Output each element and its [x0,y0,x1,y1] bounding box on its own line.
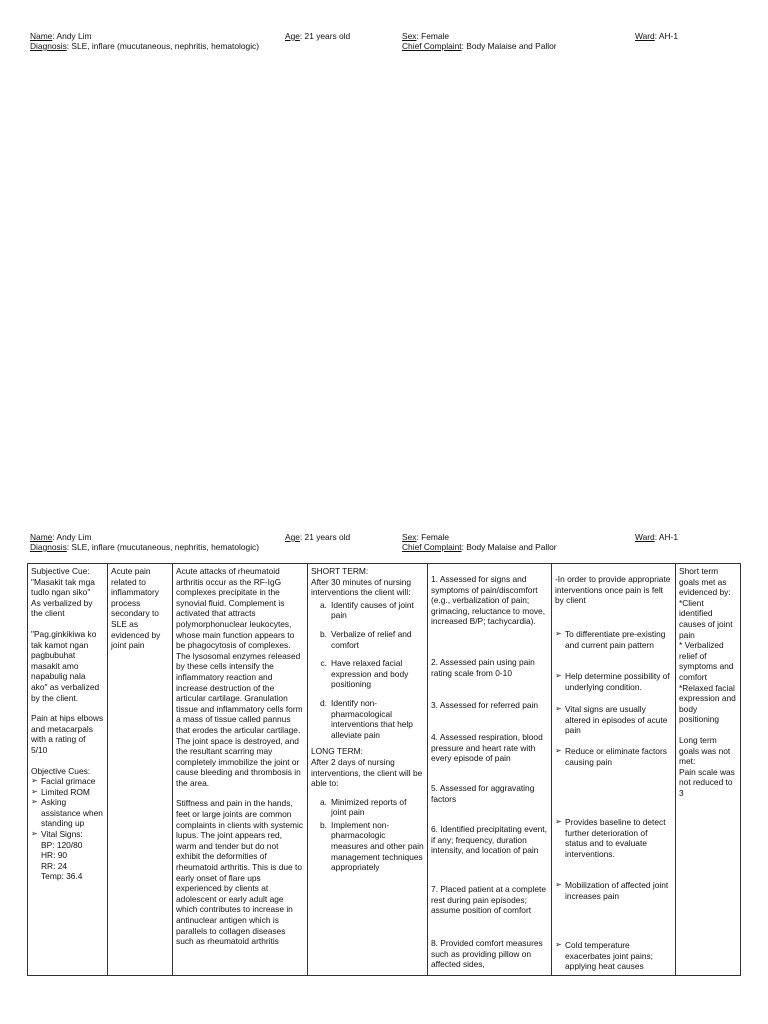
arrow-bullet-icon: ➢ [555,704,562,713]
nursing-care-plan-table [27,563,741,976]
list-item: ➢ Facial grimace [31,776,96,787]
ward-field: Ward: AH-1 [635,532,678,542]
arrow-bullet-icon: ➢ [31,776,38,786]
diagnosis-field: Diagnosis: SLE, inflare (mucutaneous, nephritis, hematologic) [30,542,260,552]
evaluation-item: * Verbalized relief of symptoms and comfort [679,640,734,682]
goal-item: a. Minimized reports of joint pain [320,796,407,818]
goal-item: a. Identify causes of joint pain [320,599,414,621]
goal-item: d. Identify non-pharmacological interventions that help alleviate pain [320,697,413,740]
intervention-item: 8. Provided comfort measures such as providing pillow on affected sides, [431,938,543,970]
analysis-paragraph: Stiffness and pain in the hands, feet or large joints are common complaints in clients with systemic lupus. The joint appears red, warm and tender but do not exhibit the deformities of rheumatoid arthritis. This is due to early onset of flare ups experienced by clients at adolescent or early adult age which contributes to increase in antinuclear antigen which is parallels to collagen diseases such as rheumatoid arthritis [176,798,304,947]
objective-title: Objective Cues: [31,765,91,776]
subjective-title: Subjective Cue: [31,566,90,576]
planning-column [308,564,428,975]
short-term-evaluation: Short term goals met as evidenced by: [679,566,731,598]
list-item: ➢ Vital Signs: [31,829,83,840]
list-item: ➢ Asking assistance when standing up [31,797,103,829]
evaluation-item: *Client identified causes of joint pain [679,597,733,640]
long-term-evaluation: Long term goals was not met: [679,734,731,767]
nursing-diagnosis-text: Acute pain related to inflammatory process secondary to SLE as evidenced by joint pain [111,566,161,651]
arrow-bullet-icon: ➢ [31,797,38,807]
short-term-title: SHORT TERM: [311,566,369,576]
arrow-bullet-icon: ➢ [31,786,38,796]
goal-item: b. Implement non-pharmacologic measures and other pain management techniques appropriately [320,819,424,873]
analysis-paragraph: Acute attacks of rheumatoid arthritis occur as the RF-IgG complexes precipitate in the synovial fluid. Complement is activated that attracts polymorphonuclear leukocytes, whose main function appears to be phagocytosis of complexes. The lysosomal enzymes released by these cells intensify the inflammatory reaction and increase destruction of the articular cartilage. Granulation tissue and inflammatory cells form a mass of tissue called pannus that erodes the articular cartilage. The joint space is destroyed, and the resultant scarring may completely immobilize the joint or cause bleeding and thrombosis in the area. [176,566,303,788]
vital-sign: BP: 120/80 [41,839,83,850]
page-header-top [30,31,730,53]
arrow-bullet-icon: ➢ [555,880,562,889]
arrow-bullet-icon: ➢ [555,746,562,755]
subjective-quote: "Masakit tak mga tudlo ngan siko" [31,576,95,598]
rationale-item: ➢ Provides baseline to detect further deterioration of status and to evaluate interventions. [555,817,666,859]
sex-field: Sex: Female [402,532,450,542]
subjective-quote-2: "Pag.ginkikiwa ko tak kamot ngan pagbubuhat masakit amo napabulig nala ako" as verbalized by the client. [31,628,100,703]
rationale-item: ➢ Cold temperature exacerbates joint pains; applying heat causes [555,940,653,972]
assessment-column [28,564,108,975]
diagnosis-column [108,564,173,975]
intervention-item: 2. Assessed pain using pain rating scale from 0-10 [431,657,535,678]
intervention-item: 7. Placed patient at a complete rest during pain episodes; assume position of comfort [431,884,546,916]
pain-description: Pain at hips elbows and metacarpals with a rating of 5/10 [31,713,104,755]
long-term-evaluation-detail: Pain scale was not reduced to 3 [679,766,735,798]
list-item: ➢ Limited ROM [31,786,90,797]
rationale-item: ➢ Vital signs are usually altered in episodes of acute pain [555,704,668,736]
name-field: Name: Andy Lim [30,532,92,542]
arrow-bullet-icon: ➢ [31,829,38,839]
rationale-item: ➢ To differentiate pre-existing and current pain pattern [555,629,666,650]
arrow-bullet-icon: ➢ [555,629,562,638]
chief-complaint-field: Chief Complaint: Body Malaise and Pallor [402,542,557,552]
name-field: Name: Andy Lim [30,31,92,41]
arrow-bullet-icon: ➢ [555,671,562,680]
verbalized-note: As verbalized by the client [31,597,93,619]
intervention-item: 3. Assessed for referred pain [431,700,539,710]
diagnosis-field: Diagnosis: SLE, inflare (mucutaneous, nephritis, hematologic) [30,41,260,51]
analysis-column [173,564,308,975]
rationale-column [552,564,676,975]
intervention-item: 5. Assessed for aggravating factors [431,783,535,804]
chief-complaint-field: Chief Complaint: Body Malaise and Pallor [402,41,557,51]
rationale-item: ➢ Reduce or eliminate factors causing pain [555,746,667,767]
ward-field: Ward: AH-1 [635,31,678,41]
goal-item: c. Have relaxed facial expression and body positioning [320,658,409,690]
vital-sign: Temp: 36.4 [41,871,83,882]
age-field: Age: 21 years old [285,532,351,542]
rationale-item: -In order to provide appropriate interventions once pain is felt by client [555,574,671,606]
rationale-item: ➢ Mobilization of affected joint increases pain [555,880,669,901]
long-term-intro: After 2 days of nursing interventions, the client will be able to: [311,756,423,789]
evaluation-column [676,564,741,975]
age-field: Age: 21 years old [285,31,351,41]
vital-sign: RR: 24 [41,860,68,871]
intervention-item: 1. Assessed for signs and symptoms of pain/discomfort (e.g., verbalization of pain; grimacing, reluctance to move, increased B/P; tachycardia). [431,574,546,627]
intervention-item: 6. Identified precipitating event, if any; frequency, duration intensity, and location of pain [431,824,547,856]
arrow-bullet-icon: ➢ [555,940,562,949]
rationale-item: ➢ Help determine possibility of underlying condition. [555,671,670,692]
goal-item: b. Verbalize of relief and comfort [320,628,412,650]
evaluation-item: *Relaxed facial expression and body positioning [679,682,736,725]
page-header-bottom [30,532,730,554]
vital-sign: HR: 90 [41,850,68,861]
short-term-intro: After 30 minutes of nursing interventions the client will: [311,576,412,598]
sex-field: Sex: Female [402,31,450,41]
interventions-column [428,564,552,975]
arrow-bullet-icon: ➢ [555,817,562,826]
intervention-item: 4. Assessed respiration, blood pressure and heart rate with every episode of pain [431,732,543,764]
long-term-title: LONG TERM: [311,746,363,757]
